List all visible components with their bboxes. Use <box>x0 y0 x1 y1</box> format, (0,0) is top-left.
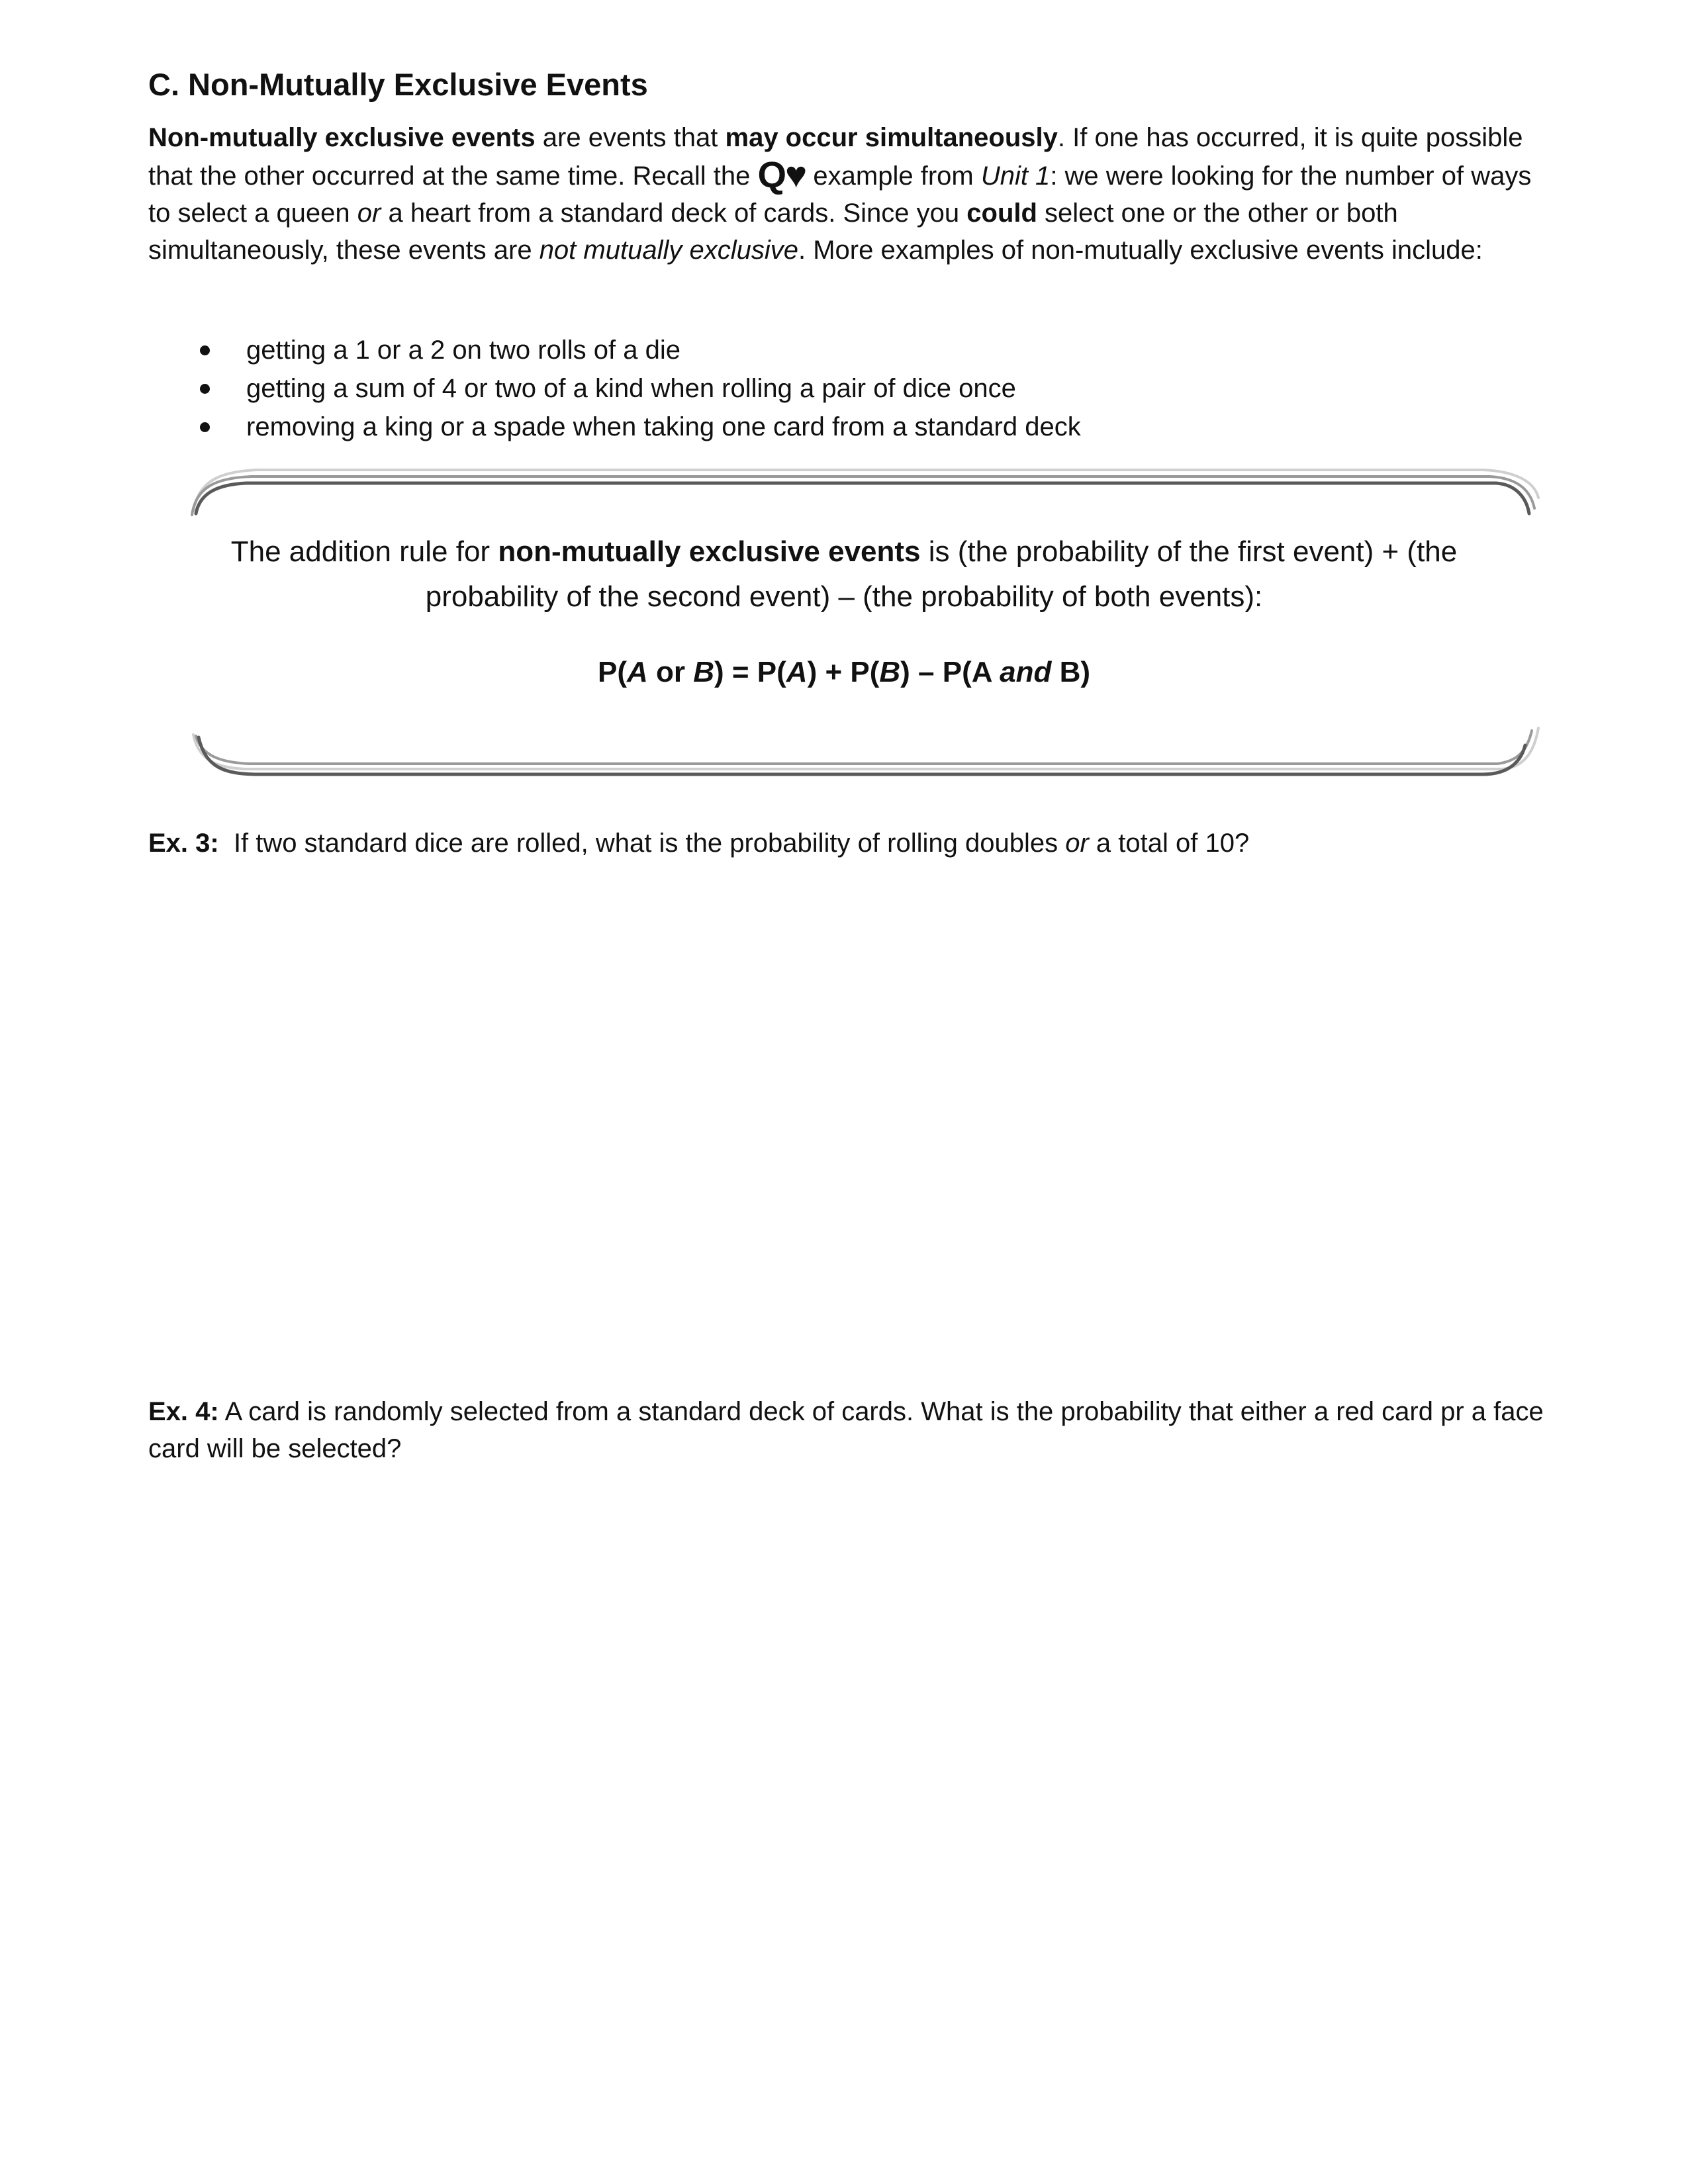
list-item: removing a king or a spade when taking one card from a standard deck <box>148 408 1538 446</box>
term-non-mutually-exclusive: Non-mutually exclusive events <box>148 123 536 152</box>
list-item: getting a sum of 4 or two of a kind when rolling a pair of dice once <box>148 369 1538 408</box>
queen-of-hearts-symbol: Q♥ <box>757 154 806 195</box>
intro-paragraph: Non-mutually exclusive events are events that may occur simultaneously. If one has occurred, it is quite possible that the other occurred at the same time. Recall the Q♥ example from Unit 1: we were looking for the number of ways to select a queen or a heart from a standard deck of cards. Since you could select one or the other or both simultaneously, these events are not mutually exclusive. More examples of non-mutually exclusive events include: <box>148 123 1532 265</box>
examples-list <box>148 331 1538 446</box>
example-label: Ex. 4: <box>148 1397 219 1426</box>
term-non-mutually-exclusive-rule: non-mutually exclusive events <box>498 535 921 568</box>
list-item: getting a 1 or a 2 on two rolls of a die <box>148 331 1538 369</box>
addition-rule-text: The addition rule for non-mutually exclusive events is (the probability of the first event) + (the probability of the second event) – (the probability of both events): <box>230 535 1458 613</box>
section-heading: C. Non-Mutually Exclusive Events <box>148 67 648 102</box>
example-4: Ex. 4: A card is randomly selected from a standard deck of cards. What is the probability that either a red card pr a face card will be selected? <box>148 1397 1544 1463</box>
heart-icon: ♥ <box>785 154 806 195</box>
addition-rule-formula: P(A or B) = P(A) + P(B) – P(A and B) <box>597 656 1090 688</box>
example-label: Ex. 3: <box>148 829 219 858</box>
unit-reference: Unit 1 <box>980 161 1051 191</box>
phrase-may-occur-simultaneously: may occur simultaneously <box>725 123 1058 152</box>
example-3: Ex. 3: If two standard dice are rolled, what is the probability of rolling doubles or a total of 10? <box>148 829 1250 858</box>
